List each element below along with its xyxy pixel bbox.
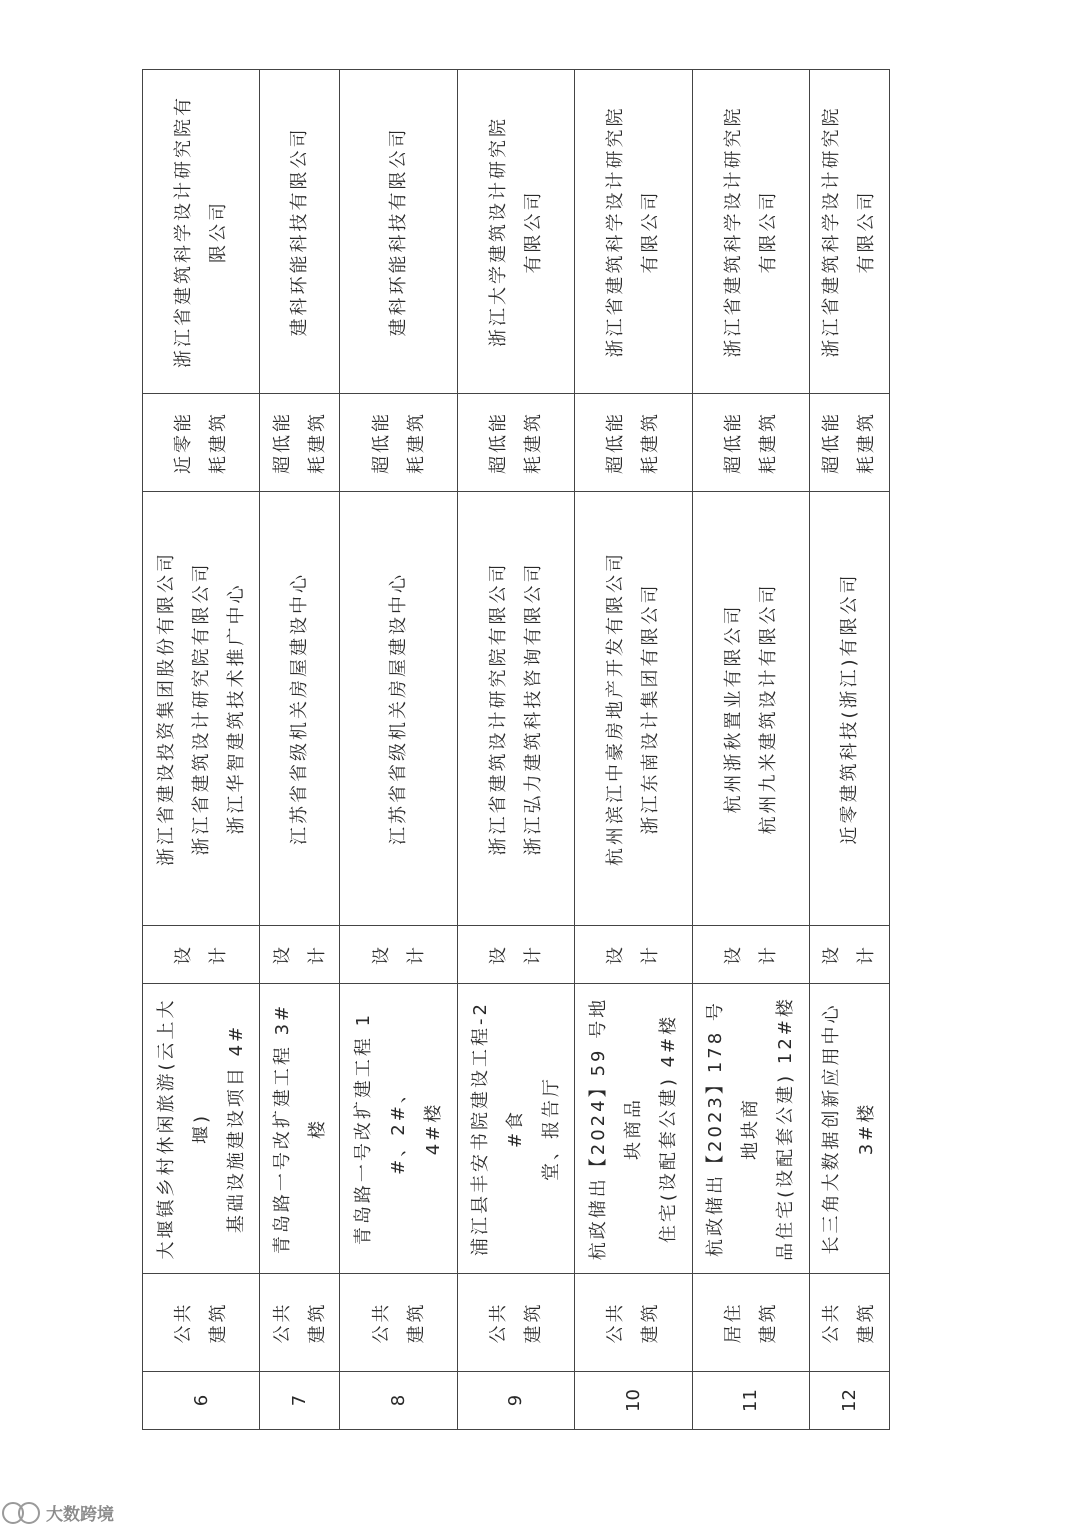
project-stage-cell: 设计: [340, 926, 457, 984]
row-number-cell: 8: [340, 1372, 457, 1430]
project-name-line: 杭政储出【2024】59 号地块商品: [587, 996, 644, 1261]
building-type-line: 居住: [722, 1301, 744, 1344]
applicant-units-cell: [143, 492, 260, 926]
energy-level-cell: [575, 394, 692, 492]
table-row: [340, 70, 457, 1430]
row-number-cell: 9: [457, 1372, 574, 1430]
project-name-cell: [692, 984, 809, 1274]
building-type-line: 公共: [821, 1301, 843, 1344]
building-type-cell: [260, 1274, 340, 1372]
energy-level-cell: [260, 394, 340, 492]
project-name-line: 长三角大数据创新应用中心: [821, 1002, 843, 1255]
table-row: [260, 70, 340, 1430]
watermark: [0, 1496, 114, 1528]
building-type-cell: [575, 1274, 692, 1372]
project-name-line: 大堰镇乡村休闲旅游(云上大堰): [155, 997, 212, 1260]
project-name-line: 青岛路一号改扩建工程 1#、2#、: [352, 1011, 410, 1246]
table-row: [692, 70, 809, 1430]
building-type-line: 公共: [370, 1301, 392, 1344]
technical-support-unit-cell: [809, 70, 889, 394]
project-table: [142, 69, 890, 1430]
technical-support-unit-line: 浙江省建筑科学设计研究院: [722, 105, 744, 358]
applicant-units-line: 江苏省省级机关房屋建设中心: [388, 572, 410, 845]
technical-support-unit-line: 建科环能科技有限公司: [289, 126, 311, 337]
energy-level-cell: [692, 394, 809, 492]
energy-level-line: 耗建筑: [522, 411, 544, 474]
technical-support-unit-cell: [260, 70, 340, 394]
energy-level-line: 超低能: [487, 411, 509, 474]
project-stage-cell: 设计: [260, 926, 340, 984]
building-type-line: 建筑: [208, 1301, 230, 1344]
project-name-cell: [457, 984, 574, 1274]
technical-support-unit-line: 有限公司: [856, 189, 878, 274]
energy-level-cell: [457, 394, 574, 492]
energy-level-line: 耗建筑: [757, 411, 779, 474]
project-stage-cell: 设计: [143, 926, 260, 984]
project-stage-cell: 设计: [457, 926, 574, 984]
project-name-line: 杭政储出【2023】178 号地块商: [705, 1000, 762, 1257]
applicant-units-line: 近零建筑科技(浙江)有限公司: [838, 572, 860, 845]
energy-level-line: 耗建筑: [208, 411, 230, 474]
applicant-units-line: 浙江东南设计集团有限公司: [640, 582, 662, 835]
technical-support-unit-line: 有限公司: [757, 189, 779, 274]
energy-level-cell: [809, 394, 889, 492]
building-type-line: 建筑: [640, 1301, 662, 1344]
technical-support-unit-cell: [692, 70, 809, 394]
building-type-cell: [809, 1274, 889, 1372]
applicant-units-line: 杭州滨江中豪房地产开发有限公司: [605, 551, 627, 866]
building-type-cell: [457, 1274, 574, 1372]
row-number-cell: 6: [143, 1372, 260, 1430]
technical-support-unit-cell: [575, 70, 692, 394]
project-name-line: 住宅(设配套公建) 4#楼: [657, 1013, 679, 1244]
applicant-units-cell: [340, 492, 457, 926]
project-name-line: 基础设施建设项目 4#: [225, 1023, 247, 1234]
table-row: [457, 70, 574, 1430]
project-stage-cell: 设计: [692, 926, 809, 984]
energy-level-line: 超低能: [370, 411, 392, 474]
applicant-units-line: 杭州九米建筑设计有限公司: [757, 582, 779, 835]
energy-level-line: 耗建筑: [306, 411, 328, 474]
applicant-units-cell: [457, 492, 574, 926]
technical-support-unit-cell: [457, 70, 574, 394]
energy-level-line: 超低能: [821, 411, 843, 474]
applicant-units-cell: [575, 492, 692, 926]
row-number-cell: 11: [692, 1372, 809, 1430]
applicant-units-line: 浙江弘力建筑科技咨询有限公司: [522, 561, 544, 856]
applicant-units-line: 杭州浙秋置业有限公司: [722, 603, 744, 814]
project-name-cell: [809, 984, 889, 1274]
technical-support-unit-line: 浙江大学建筑设计研究院: [487, 116, 509, 347]
project-name-line: 4#楼: [423, 1101, 445, 1156]
technical-support-unit-line: 有限公司: [522, 189, 544, 274]
energy-level-line: 耗建筑: [640, 411, 662, 474]
applicant-units-cell: [260, 492, 340, 926]
project-stage-cell: 设计: [809, 926, 889, 984]
applicant-units-cell: [809, 492, 889, 926]
building-type-line: 建筑: [757, 1301, 779, 1344]
energy-level-line: 耗建筑: [856, 411, 878, 474]
project-name-line: 3#楼: [856, 1101, 878, 1156]
rotated-table-area: [142, 70, 890, 1430]
project-name-line: 浦江县丰安书院建设工程-2#食: [470, 1001, 527, 1256]
project-name-cell: [260, 984, 340, 1274]
table-row: [809, 70, 889, 1430]
technical-support-unit-line: 浙江省建筑科学设计研究院: [821, 105, 843, 358]
technical-support-unit-line: 建科环能科技有限公司: [388, 126, 410, 337]
building-type-line: 公共: [271, 1301, 293, 1344]
technical-support-unit-line: 浙江省建筑科学设计研究院: [605, 105, 627, 358]
energy-level-line: 超低能: [271, 411, 293, 474]
row-number-cell: 10: [575, 1372, 692, 1430]
project-name-line: 青岛路一号改扩建工程 3#楼: [271, 1002, 328, 1255]
building-type-cell: [692, 1274, 809, 1372]
building-type-line: 建筑: [405, 1301, 427, 1344]
row-number-cell: 7: [260, 1372, 340, 1430]
building-type-line: 建筑: [306, 1301, 328, 1344]
building-type-line: 公共: [487, 1301, 509, 1344]
building-type-cell: [143, 1274, 260, 1372]
watermark-logo-icon: [0, 1501, 42, 1523]
project-name-cell: [575, 984, 692, 1274]
applicant-units-line: 浙江省建筑设计研究院有限公司: [190, 561, 212, 856]
table-row: [575, 70, 692, 1430]
energy-level-cell: [143, 394, 260, 492]
project-name-cell: [340, 984, 457, 1274]
technical-support-unit-line: 浙江省建筑科学设计研究院有: [173, 95, 195, 368]
project-name-line: 品住宅(设配套公建) 12#楼: [775, 996, 797, 1261]
rotated-page: [142, 70, 890, 1430]
technical-support-unit-cell: [340, 70, 457, 394]
table-body: [143, 70, 890, 1430]
technical-support-unit-line: 限公司: [208, 200, 230, 263]
energy-level-line: 耗建筑: [405, 411, 427, 474]
building-type-cell: [340, 1274, 457, 1372]
building-type-line: 建筑: [856, 1301, 878, 1344]
building-type-line: 公共: [173, 1301, 195, 1344]
technical-support-unit-line: 有限公司: [640, 189, 662, 274]
project-name-line: 堂、报告厅: [540, 1076, 562, 1181]
project-stage-cell: 设计: [575, 926, 692, 984]
watermark-text: 大数跨境: [46, 1504, 114, 1525]
building-type-line: 公共: [605, 1301, 627, 1344]
applicant-units-line: 江苏省省级机关房屋建设中心: [289, 572, 311, 845]
energy-level-line: 超低能: [605, 411, 627, 474]
energy-level-line: 近零能: [173, 411, 195, 474]
applicant-units-line: 浙江省建筑设计研究院有限公司: [487, 561, 509, 856]
table-row: [143, 70, 260, 1430]
energy-level-line: 超低能: [722, 411, 744, 474]
building-type-line: 建筑: [522, 1301, 544, 1344]
energy-level-cell: [340, 394, 457, 492]
project-name-cell: [143, 984, 260, 1274]
applicant-units-cell: [692, 492, 809, 926]
applicant-units-line: 浙江省建设投资集团股份有限公司: [155, 551, 177, 866]
technical-support-unit-cell: [143, 70, 260, 394]
applicant-units-line: 浙江华智建筑技术推广中心: [225, 582, 247, 835]
row-number-cell: 12: [809, 1372, 889, 1430]
